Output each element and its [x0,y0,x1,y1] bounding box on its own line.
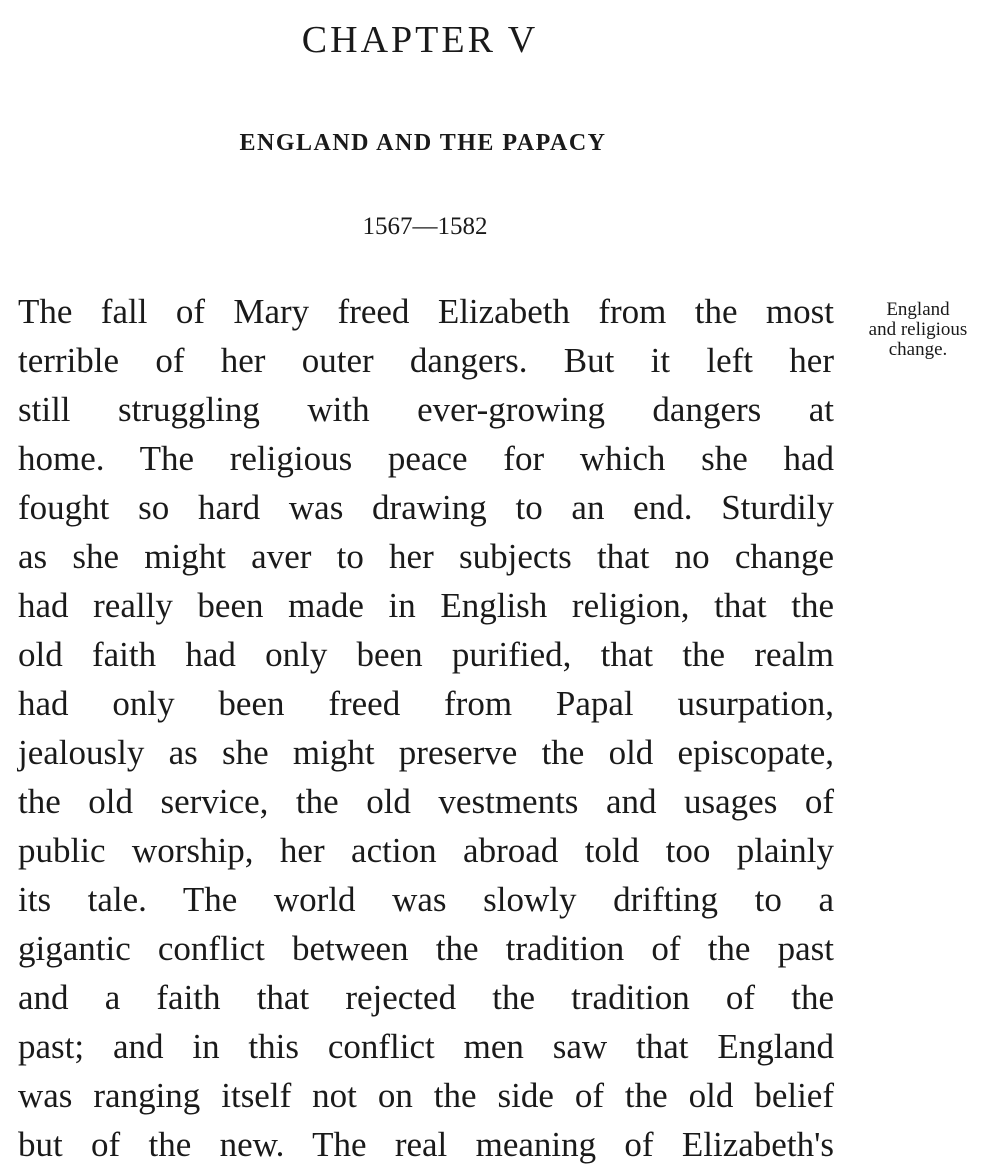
text-line: jealously as she might preserve the old episcopate, [18,733,834,772]
text-line: gigantic conflict between the tradition of the past [18,929,834,968]
text-line: The fall of Mary freed Elizabeth from the most [18,292,834,331]
text-line: its tale. The world was slowly drifting to a [18,880,834,919]
text-line: had only been freed from Papal usurpation, [18,684,834,723]
text-line: had really been made in English religion, that the [18,586,834,625]
text-line: the old service, the old vestments and usages of [18,782,834,821]
text-line: but of the new. The real meaning of Elizabeth's [18,1125,834,1164]
text-line: fought so hard was drawing to an end. Sturdily [18,488,834,527]
margin-note-line: change. [888,339,948,360]
margin-note [838,300,998,360]
text-line: past; and in this conflict men saw that England [18,1027,834,1066]
chapter-subtitle: ENGLAND AND THE PAPACY [239,130,607,156]
text-line: was ranging itself not on the side of the old belief [18,1076,834,1115]
text-line: still struggling with ever-growing dangers at [18,390,834,429]
text-line: home. The religious peace for which she had [18,439,834,478]
text-line: as she might aver to her subjects that no change [18,537,834,576]
chapter-dates: 1567—1582 [362,213,488,240]
margin-note-line: and religious [868,319,968,340]
text-line: and a faith that rejected the tradition of the [18,978,834,1017]
chapter-title: CHAPTER V [301,19,539,61]
text-line: old faith had only been purified, that the realm [18,635,834,674]
margin-note-line: England [886,299,950,320]
body-paragraph [18,287,834,1169]
text-line: public worship, her action abroad told too plainly [18,831,834,870]
text-line: terrible of her outer dangers. But it left her [18,341,834,380]
